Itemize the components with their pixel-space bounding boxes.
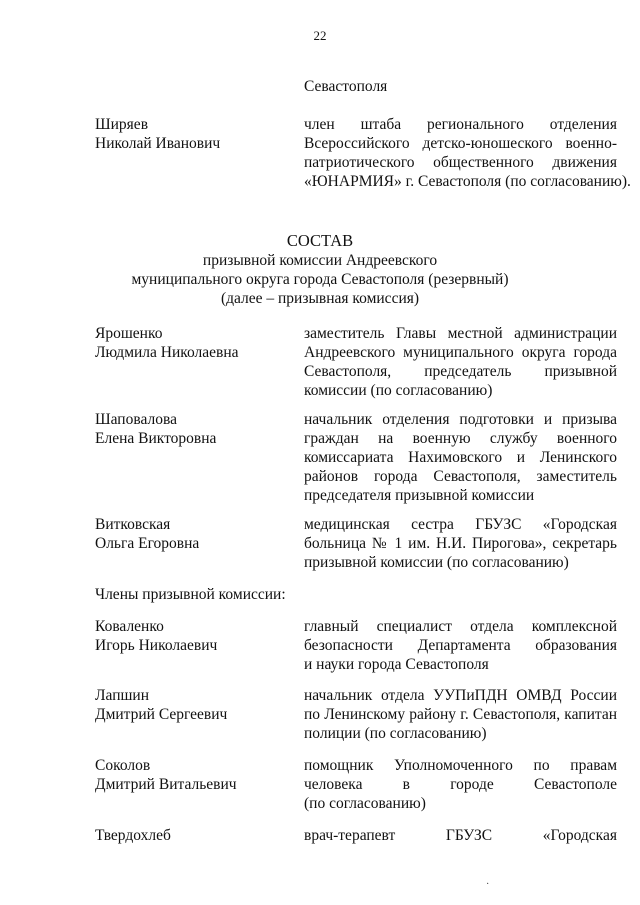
position-description (304, 826, 617, 845)
position-line: главный специалист отдела комплексной (304, 618, 617, 635)
section-title (0, 231, 640, 308)
position-description (304, 617, 617, 674)
person-name (95, 410, 295, 448)
position-line: комиссариата Нахимовского и Ленинского (304, 449, 617, 466)
position-line: начальник отделения подготовки и призыва (304, 411, 617, 428)
surname: Твердохлеб (95, 827, 171, 844)
given-names: Дмитрий Витальевич (95, 776, 237, 793)
given-names: Ольга Егоровна (95, 535, 200, 552)
position-description (304, 756, 617, 813)
position-line: начальник отдела УУПиПДН ОМВД России (304, 687, 617, 704)
position-line: (по согласованию) (304, 795, 426, 812)
position-line: человека в городе Севастополе (304, 776, 617, 793)
person-name (95, 617, 295, 655)
position-description (304, 115, 631, 191)
person-name (95, 515, 295, 553)
position-description (304, 410, 617, 505)
position-line: член штаба регионального отделения (304, 116, 617, 133)
person-name (95, 115, 295, 153)
given-names: Елена Викторовна (95, 430, 217, 447)
person-name (95, 756, 295, 794)
person-name (95, 826, 295, 845)
position-line: Всероссийского детско-юношеского военно- (304, 135, 617, 152)
position-line: граждан на военную службу военного (304, 430, 617, 447)
surname: Коваленко (95, 618, 164, 635)
position-line: безопасности Департамента образования (304, 637, 617, 654)
given-names: Дмитрий Сергеевич (95, 706, 228, 723)
position-line: врач-терапевт ГБУЗС «Городская (304, 827, 617, 844)
position-line: помощник Уполномоченного по правам (304, 757, 617, 774)
title-line: (далее – призывная комиссия) (220, 290, 420, 307)
surname: Ярошенко (95, 325, 163, 342)
position-line: патриотического общественного движения (304, 154, 617, 171)
position-description (304, 686, 617, 743)
position-line: больница № 1 им. Н.И. Пирогова», секретарь (304, 535, 617, 552)
members-heading: Члены призывной комиссии: (95, 586, 286, 603)
footer-mark: · (486, 879, 490, 890)
position-line: по Ленинскому району г. Севастополя, капитан (304, 706, 617, 723)
position-line: полиции (по согласованию) (304, 725, 487, 742)
position-line: комиссии (по согласованию) (304, 382, 493, 399)
surname: Витковская (95, 516, 171, 533)
position-line: районов города Севастополя, заместитель (304, 468, 617, 485)
surname: Соколов (95, 757, 151, 774)
title-line: призывной комиссии Андреевского (202, 252, 438, 269)
surname: Шаповалова (95, 411, 177, 428)
position-description (304, 324, 617, 400)
surname: Лапшин (95, 687, 150, 704)
position-line: Андреевского муниципального округа города (304, 344, 617, 361)
position-line: заместитель Главы местной администрации (304, 325, 617, 342)
position-description (304, 515, 617, 572)
position-line: медицинская сестра ГБУЗС «Городская (304, 516, 617, 533)
title-heading: СОСТАВ (286, 231, 354, 250)
continued-text: Севастополя (304, 78, 388, 95)
position-line: и науки города Севастополя (304, 656, 489, 673)
given-names: Игорь Николаевич (95, 637, 218, 654)
page-number: 22 (313, 28, 327, 43)
person-name (95, 686, 295, 724)
given-names: Людмила Николаевна (95, 344, 239, 361)
surname: Ширяев (95, 116, 149, 133)
position-line: председателя призывной комиссии (304, 487, 535, 504)
position-line: «ЮНАРМИЯ» г. Севастополя (по согласованию). (304, 173, 631, 190)
position-line: призывной комиссии (по согласованию) (304, 554, 569, 571)
position-line: Севастополя, председатель призывной (304, 363, 617, 380)
given-names: Николай Иванович (95, 135, 221, 152)
person-name (95, 324, 295, 362)
title-line: муниципального округа города Севастополя (резервный) (131, 271, 509, 288)
